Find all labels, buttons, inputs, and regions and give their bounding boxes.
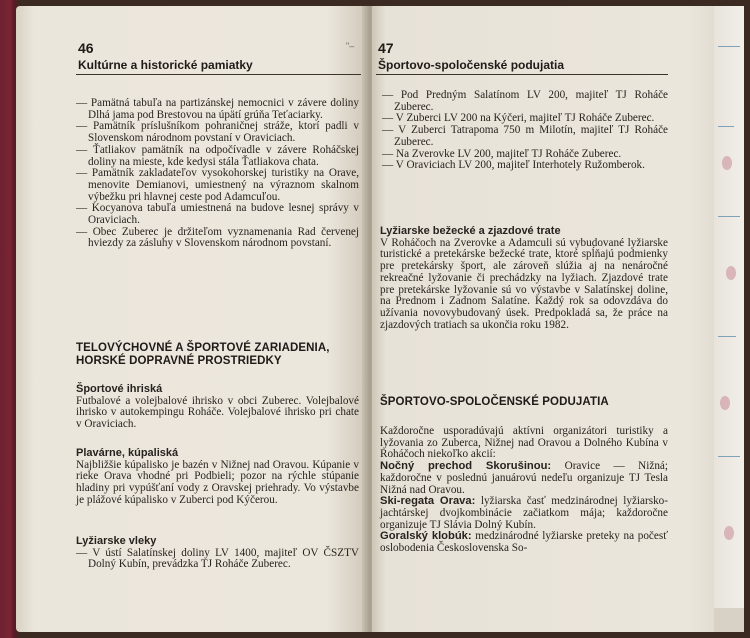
memorial-item: — Pamätník príslušníkom pohraničnej stráže, ktorí padli v Slovenskom národnom povstaní v Oraviciach. [76,120,359,145]
memorial-item: — Pamätník zakladateľov vysokohorskej turistiky na Orave, menovite Demianovi, umiestnený na výraznom skalnom výbežku pri hlavnej ceste pod Adamcuľou. [76,167,359,203]
map-line [718,46,740,47]
memorial-list [76,98,359,250]
pools-text: Najbližšie kúpalisko je bazén v Nižnej nad Oravou. Kúpanie v rieke Orava vhodné pri Podbieli; pozor na rýchle stúpanie hladiny pri vypúšťaní vody z Oravskej priehrady. Vo výstavbe je plážové kúpalisko v Zuberci pod Kýčerou. [76,458,359,506]
subheading-ski-lifts: Lyžiarske vleky [76,535,157,547]
sports-fields-block [76,384,359,431]
ski-lift-item: — V Zuberci Tatrapoma 750 m Milotín, majiteľ TJ Roháče Zuberec. [382,124,668,148]
subheading-sports-fields: Športové ihriská [76,383,163,395]
memorial-item: — Pamätná tabuľa na partizánskej nemocnici v závere doliny Dlhá jama pod Brestovou na úpätí grúňa Teťaciarky. [76,97,359,121]
left-page-number: 46 [78,40,94,56]
event-name: Ski-regata Orava: [380,495,476,508]
map-line [718,216,740,217]
lifts-block-left [76,536,359,571]
map-line [718,336,736,337]
map-line [718,126,734,127]
ski-lift-item: — Na Zverovke LV 200, majiteľ TJ Roháče Zuberec. [382,147,622,160]
event-entry [380,531,668,554]
event-entry [380,496,668,531]
folded-map-edge [714,6,744,632]
event-entry [380,461,668,496]
event-name: Nočný prechod Skorušinou: [380,460,552,473]
left-page [16,6,368,632]
ski-lift-item: — V ústí Salatínskej doliny LV 1400, majiteľ OV ČSZTV Dolný Kubín, prevádzka TJ Roháče Zuberec. [76,546,359,571]
left-head-rule [76,74,361,75]
left-running-head: Kultúrne a historické pamiatky [78,58,253,72]
right-running-head: Športovo-spoločenské podujatia [378,58,565,72]
right-head-rule [376,74,668,75]
section-heading-events: ŠPORTOVO-SPOLOČENSKÉ PODUJATIA [380,396,609,408]
map-line [718,456,740,457]
sports-fields-text: Futbalové a volejbalové ihrisko v obci Zuberec. Volejbalové ihrisko v autokempingu Roháče. Volejbalové ihrisko pri chate v Oraviciach. [76,394,359,431]
map-marker [722,156,732,170]
memorial-item: — Kocyanova tabuľa umiestnená na budove lesnej správy v Oraviciach. [76,202,359,227]
subheading-trails: Lyžiarske bežecké a zjazdové trate [380,225,561,237]
page-stack-edge [714,608,744,632]
trails-block [380,226,668,331]
event-text: lyžiarska časť medzinárodnej lyžiarsko-jachtárskej dvojkombinácie začiatkom mája; každoročne organizuje TJ Slávia Dolný Kubín. [380,495,668,531]
lifts-list-right [382,90,668,172]
events-intro: Každoročne usporadúvajú aktívni organizátori turistiky a lyžovania zo Zuberca, Nižnej nad Oravou a Dolného Kubína v Roháčoch niekoľko akcií: [380,425,668,461]
left-margin-mark: "– [346,41,355,51]
trails-text: V Roháčoch na Zverovke a Adamculi sú vybudované lyžiarske turistické a pretekárske bežecké trate, ktoré spĺňajú podmienky pre pretekársky šport, ale zároveň slúžia aj na nenáročné rekreačné lyžovanie či prechádzky na lyžiach. Zjazdové trate pre pretekárske lyžovanie sú vo výstavbe v Salatínskej doline, na Prednom i Zadnom Salatíne. Každý rok sa odovzdáva do užívania novovybudovaný úsek. Predpokladá sa, že práce na zjazdových tratiach sa ukončia roku 1982. [380,236,668,331]
event-text: Oravice — Nižná; každoročne v poslednú januárovú nedeľu organizuje TJ Tesla Nižná nad Oravou. [380,460,668,496]
ski-lift-item: — V Zuberci LV 200 na Kýčeri, majiteľ TJ Roháče Zuberec. [382,112,655,125]
map-marker [720,396,730,410]
map-marker [726,266,736,280]
subheading-pools: Plavárne, kúpaliská [76,447,179,459]
section-heading-facilities: TELOVÝCHOVNÉ A ŠPORTOVÉ ZARIADENIA, HORSKÉ DOPRAVNÉ PROSTRIEDKY [76,342,330,367]
right-page [372,6,714,632]
event-text: medzinárodné lyžiarske preteky na počesť oslobodenia Československa So- [380,530,668,555]
ski-lift-item: — V Oraviciach LV 200, majiteľ Interhotely Ružomberok. [382,159,645,172]
pools-block [76,448,359,507]
map-marker [724,526,734,540]
events-block [380,426,668,555]
right-page-number: 47 [378,40,394,56]
ski-lift-item: — Pod Predným Salatínom LV 200, majiteľ TJ Roháče Zuberec. [382,89,668,113]
memorial-item: — Obec Zuberec je držiteľom vyznamenania Rad červenej hviezdy za zásluhy v Slovenskom národnom povstaní. [76,225,359,250]
memorial-item: — Ťatliakov pamätník na odpočívadle v závere Roháčskej doliny na mieste, kde kedysi stála Ťatliakova chata. [76,143,359,168]
event-name: Goralský klobúk: [380,530,472,543]
